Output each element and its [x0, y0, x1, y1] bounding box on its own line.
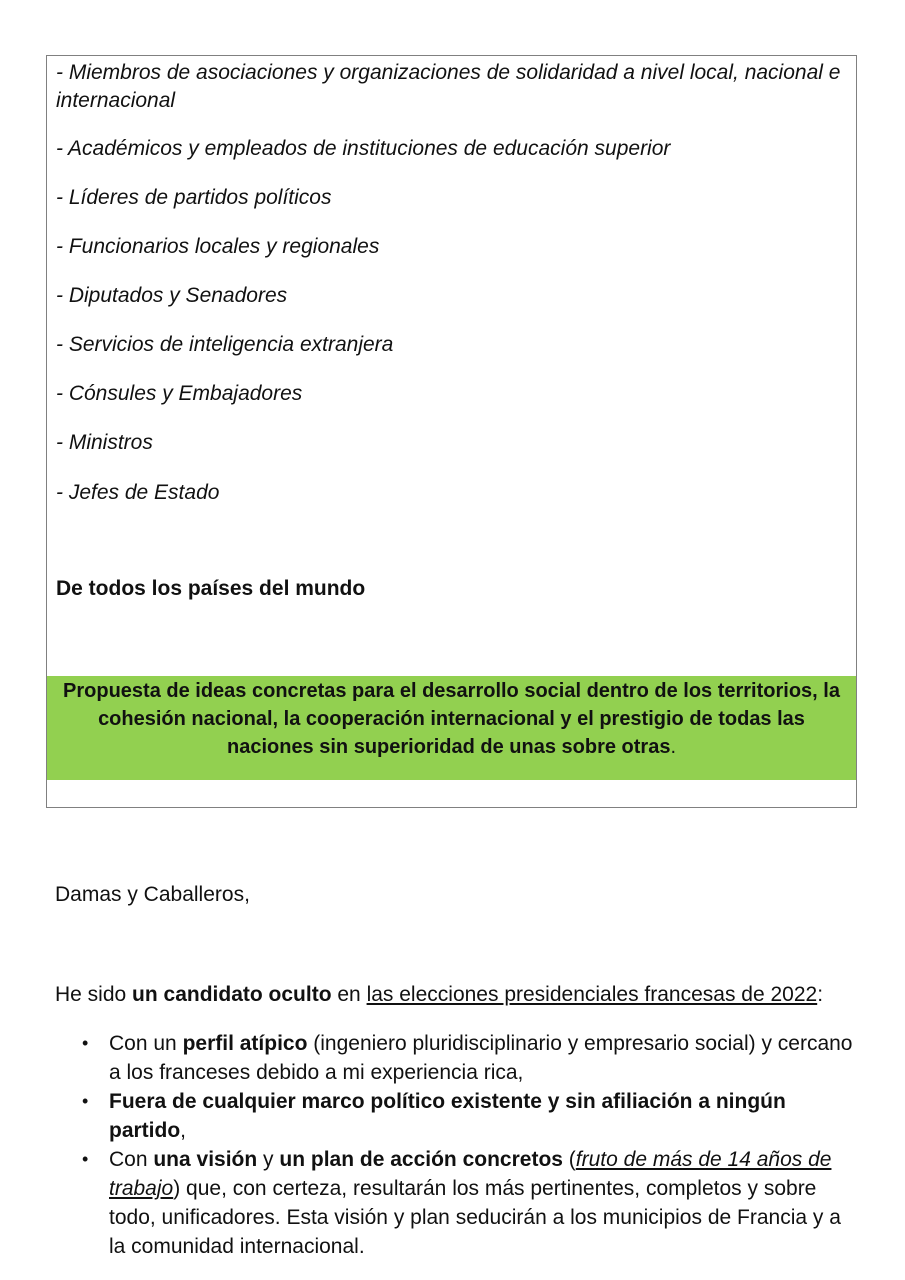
list-item — [55, 1029, 855, 1087]
audience-item: - Académicos y empleados de instituciones de educación superior — [56, 137, 671, 160]
intro-bold: un candidato oculto — [132, 983, 332, 1006]
bullet-icon: • — [82, 1091, 89, 1111]
bullet-text: ) que, con certeza, resultarán los más pertinentes, completos y sobre todo, unificadores. Esta visión y plan seducirán a los municipios de Francia y a la comunidad internacional. — [109, 1177, 841, 1258]
list-item — [55, 1087, 855, 1145]
audience-item: - Cónsules y Embajadores — [56, 382, 303, 405]
audience-item: - Jefes de Estado — [56, 481, 220, 504]
audience-item: - Diputados y Senadores — [56, 284, 288, 307]
list-item — [55, 1145, 855, 1261]
bullet-text: Con un — [109, 1032, 183, 1055]
intro-middle: en — [331, 983, 367, 1006]
audience-item: - Ministros — [56, 431, 153, 454]
proposal-period: . — [670, 736, 677, 758]
bullet-text: , — [180, 1119, 187, 1142]
bullet-text: ( — [562, 1148, 576, 1171]
intro-prefix: He sido — [55, 983, 133, 1006]
proposal-line: cohesión nacional, la cooperación internacional y el prestigio de todas las — [98, 708, 805, 730]
bullet-icon: • — [82, 1149, 89, 1169]
proposal-banner — [47, 676, 856, 780]
bullet-bold: Fuera de cualquier marco político existente y sin afiliación a ningún partido — [109, 1090, 786, 1142]
proposal-line-text: naciones sin superioridad de unas sobre otras — [226, 736, 671, 758]
intro-underlined: las elecciones presidenciales francesas de 2022 — [366, 983, 818, 1006]
bullet-text: y — [257, 1148, 280, 1171]
bullet-text: Con — [109, 1148, 154, 1171]
audience-item: - Funcionarios locales y regionales — [56, 235, 380, 258]
audience-item: - Miembros de asociaciones y organizaciones de solidaridad a nivel local, nacional e internacional — [56, 61, 841, 112]
bullet-bold: una visión — [153, 1148, 258, 1171]
candidate-bullets — [55, 1029, 855, 1261]
countries-heading: De todos los países del mundo — [56, 577, 366, 600]
intro-suffix: : — [817, 983, 824, 1006]
bullet-icon: • — [82, 1033, 89, 1053]
proposal-line: Propuesta de ideas concretas para el desarrollo social dentro de los territorios, la — [63, 680, 840, 702]
intro-paragraph — [55, 983, 823, 1007]
audience-item: - Líderes de partidos políticos — [56, 186, 332, 209]
audience-box — [46, 55, 857, 808]
audience-item: - Servicios de inteligencia extranjera — [56, 333, 394, 356]
bullet-italic-underlined: fruto de más de 14 años de trabajo — [109, 1148, 832, 1200]
greeting: Damas y Caballeros, — [55, 883, 250, 906]
bullet-bold: perfil atípico — [182, 1032, 308, 1055]
bullet-text: (ingeniero pluridisciplinario y empresario social) y cercano a los franceses debido a mi experiencia rica, — [109, 1032, 853, 1084]
bullet-bold: un plan de acción concretos — [279, 1148, 563, 1171]
proposal-line — [47, 733, 856, 761]
